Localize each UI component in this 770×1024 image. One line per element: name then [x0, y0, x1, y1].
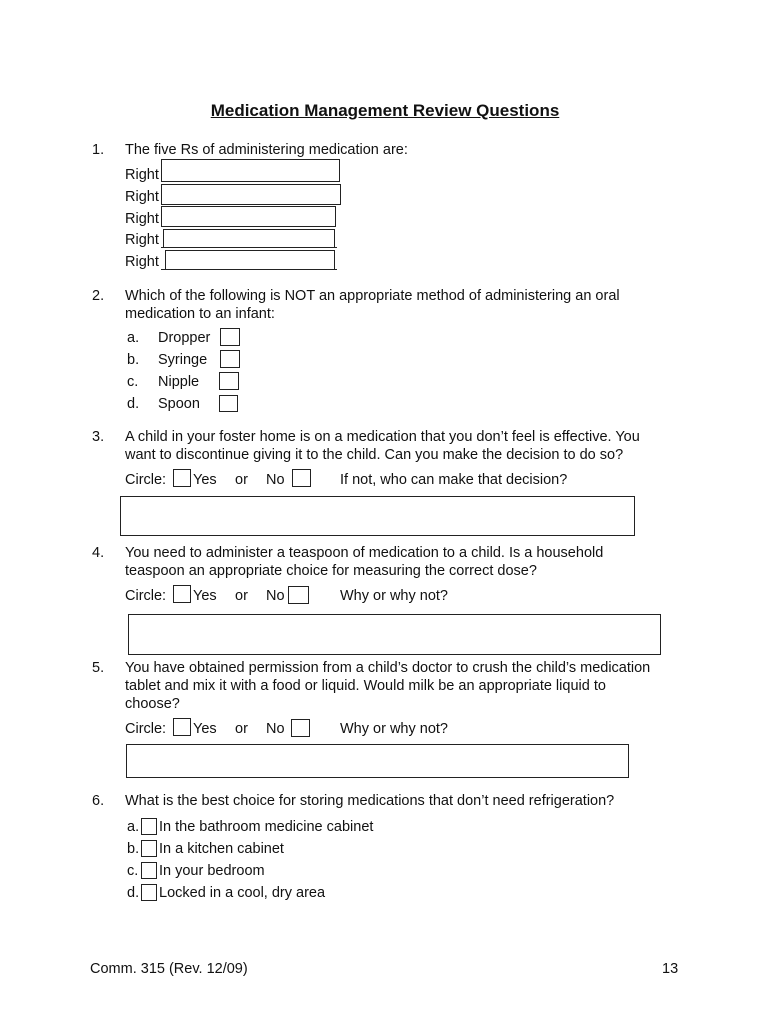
q5-followup-text: Why or why not?: [340, 721, 448, 737]
q5-answer-field[interactable]: [126, 744, 629, 778]
q1-right-5-underline: [161, 269, 337, 270]
q6-option-bathroom-checkbox[interactable]: [141, 818, 157, 835]
q5-number: 5.: [92, 660, 105, 676]
q1-right-1-field[interactable]: [161, 159, 340, 182]
q1-right-4-underline: [161, 247, 337, 248]
q3-yes-checkbox[interactable]: [173, 469, 191, 487]
q4-answer-field[interactable]: [128, 614, 661, 655]
q1-right-label: Right: [125, 211, 159, 227]
q2-option-dropper-checkbox[interactable]: [220, 328, 240, 346]
q6-text: What is the best choice for storing medications that don’t need refrigeration?: [125, 793, 615, 809]
q4-text-line2: teaspoon an appropriate choice for measuring the correct dose?: [125, 563, 537, 579]
q5-circle-label: Circle:: [125, 721, 167, 737]
q6-option-label: In a kitchen cabinet: [159, 841, 284, 857]
q1-right-label: Right: [125, 232, 159, 248]
q2-option-syringe-checkbox[interactable]: [220, 350, 240, 368]
q6-number: 6.: [92, 793, 105, 809]
q4-no-label: No: [266, 588, 285, 604]
q6-option-label: In your bedroom: [159, 863, 265, 879]
q2-option-letter: b.: [127, 352, 140, 368]
q1-right-label: Right: [125, 189, 159, 205]
q4-number: 4.: [92, 545, 105, 561]
q2-text-line2: medication to an infant:: [125, 306, 275, 322]
q5-no-checkbox[interactable]: [291, 719, 310, 737]
q5-no-label: No: [266, 721, 285, 737]
q3-text-line2: want to discontinue giving it to the child. Can you make the decision to do so?: [125, 447, 624, 463]
q2-option-letter: d.: [127, 396, 140, 412]
q4-no-checkbox[interactable]: [288, 586, 309, 604]
q6-option-locked-checkbox[interactable]: [141, 884, 157, 901]
q4-yes-label: Yes: [193, 588, 217, 604]
q2-text-line1: Which of the following is NOT an appropriate method of administering an oral: [125, 288, 620, 304]
q4-circle-label: Circle:: [125, 588, 167, 604]
q2-option-label: Dropper: [158, 330, 211, 346]
footer-page-number: 13: [662, 961, 679, 977]
q1-text: The five Rs of administering medication are:: [125, 142, 408, 158]
q5-text-line2: tablet and mix it with a food or liquid. Would milk be an appropriate liquid to: [125, 678, 606, 694]
q2-option-label: Nipple: [158, 374, 200, 390]
q6-option-label: Locked in a cool, dry area: [159, 885, 326, 901]
q4-followup-text: Why or why not?: [340, 588, 448, 604]
footer-form-number: Comm. 315 (Rev. 12/09): [90, 961, 248, 977]
q2-option-label: Spoon: [158, 396, 200, 412]
q3-circle-label: Circle:: [125, 472, 167, 488]
q6-option-kitchen-checkbox[interactable]: [141, 840, 157, 857]
q5-yes-checkbox[interactable]: [173, 718, 191, 736]
q2-option-spoon-checkbox[interactable]: [219, 395, 238, 412]
q1-number: 1.: [92, 142, 105, 158]
q4-or-label: or: [235, 588, 248, 604]
q3-followup-text: If not, who can make that decision?: [340, 472, 568, 488]
q1-right-label: Right: [125, 254, 159, 270]
q2-number: 2.: [92, 288, 105, 304]
q6-option-letter: c.: [127, 863, 139, 879]
q5-or-label: or: [235, 721, 248, 737]
q6-option-bedroom-checkbox[interactable]: [141, 862, 157, 879]
q3-no-label: No: [266, 472, 285, 488]
q3-no-checkbox[interactable]: [292, 469, 311, 487]
q3-answer-field[interactable]: [120, 496, 635, 536]
q6-option-label: In the bathroom medicine cabinet: [159, 819, 374, 835]
page-title: Medication Management Review Questions: [210, 101, 560, 120]
q1-right-2-field[interactable]: [161, 184, 341, 205]
q2-option-nipple-checkbox[interactable]: [219, 372, 239, 390]
q3-text-line1: A child in your foster home is on a medication that you don’t feel is effective. You: [125, 429, 640, 445]
q5-text-line1: You have obtained permission from a child’s doctor to crush the child’s medication: [125, 660, 651, 676]
q5-yes-label: Yes: [193, 721, 217, 737]
q6-option-letter: a.: [127, 819, 140, 835]
q3-or-label: or: [235, 472, 248, 488]
q2-option-letter: c.: [127, 374, 139, 390]
q2-option-label: Syringe: [158, 352, 208, 368]
q3-number: 3.: [92, 429, 105, 445]
q4-yes-checkbox[interactable]: [173, 585, 191, 603]
q3-yes-label: Yes: [193, 472, 217, 488]
q1-right-3-field[interactable]: [161, 206, 336, 227]
q1-right-label: Right: [125, 167, 159, 183]
q4-text-line1: You need to administer a teaspoon of medication to a child. Is a household: [125, 545, 604, 561]
q6-option-letter: d.: [127, 885, 140, 901]
q1-right-4-field[interactable]: [163, 229, 335, 248]
q2-option-letter: a.: [127, 330, 140, 346]
q1-right-5-field[interactable]: [165, 250, 335, 270]
q6-option-letter: b.: [127, 841, 140, 857]
q5-text-line3: choose?: [125, 696, 180, 712]
